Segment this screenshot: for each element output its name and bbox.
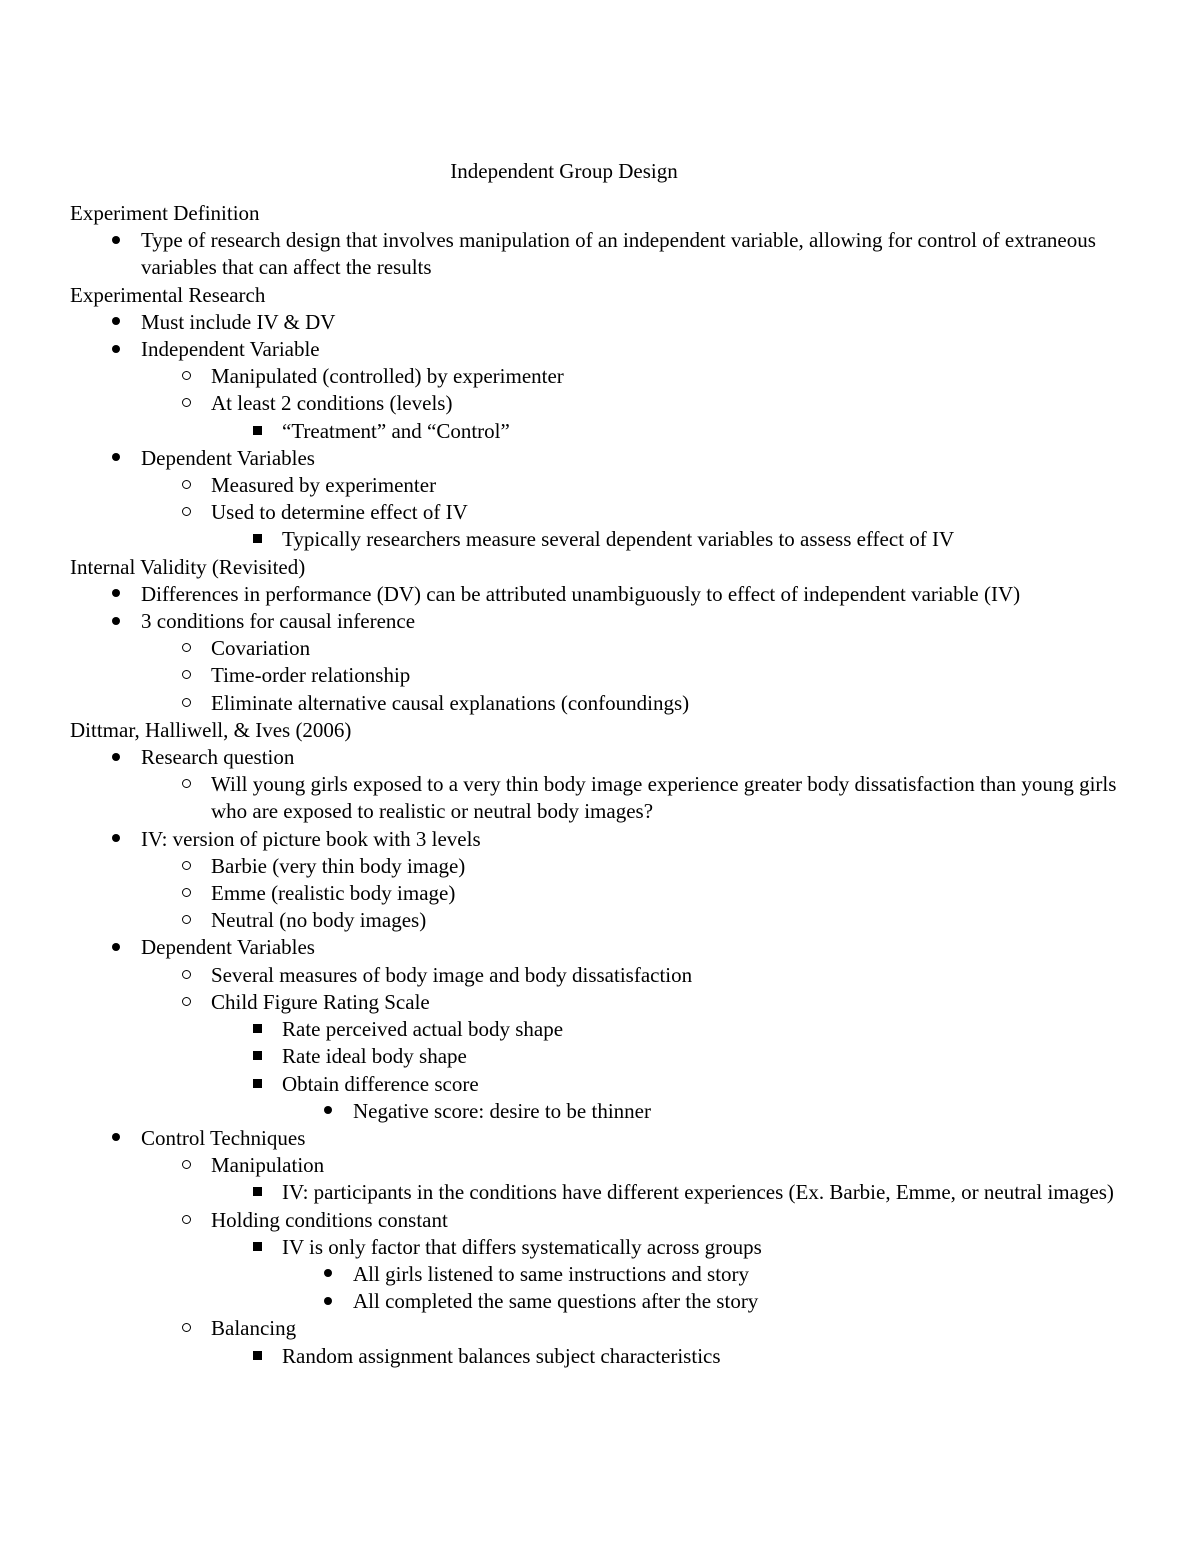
bullet-circle-icon: [176, 771, 196, 798]
list-item-text: Covariation: [211, 636, 311, 661]
list-item: [70, 635, 1140, 662]
list-item-text: Barbie (very thin body image): [211, 853, 466, 878]
list-item: [70, 690, 1140, 717]
list-item-text: Control Techniques: [141, 1125, 306, 1150]
bullet-circle-icon: [176, 1315, 196, 1342]
list-item-text: Typically researchers measure several dependent variables to assess effect of IV: [282, 527, 955, 552]
bullet-circle-icon: [176, 907, 196, 934]
list-item-text: IV is only factor that differs systematically across groups: [282, 1234, 762, 1259]
list-item: [70, 880, 1140, 907]
list-item: [70, 771, 1140, 825]
bullet-dot-icon: [106, 336, 126, 363]
bullet-square-icon: [247, 418, 267, 445]
list-item-text: Child Figure Rating Scale: [211, 989, 430, 1014]
bullet-dot-icon: [106, 309, 126, 336]
list-item-text: Will young girls exposed to a very thin body image experience greater body dissatisfaction than young girls who are exposed to realistic or neutral body images?: [211, 772, 1117, 824]
list-item-text: Rate ideal body shape: [282, 1044, 467, 1069]
bullet-square-icon: [247, 1234, 267, 1261]
bullet-circle-icon: [176, 363, 196, 390]
list-item: [70, 934, 1140, 961]
bullet-square-icon: [247, 1343, 267, 1370]
bullet-dot-icon: [318, 1261, 338, 1288]
bullet-circle-icon: [176, 472, 196, 499]
document-title: Independent Group Design: [450, 159, 678, 183]
list-item-text: Research question: [141, 745, 295, 770]
bullet-dot-icon: [106, 934, 126, 961]
list-item-text: Independent Variable: [141, 337, 320, 362]
list-item-text: 3 conditions for causal inference: [141, 609, 416, 634]
bullet-circle-icon: [176, 499, 196, 526]
list-item: [70, 227, 1140, 281]
section-heading: Experiment Definition: [70, 201, 260, 225]
list-item-text: Measured by experimenter: [211, 473, 437, 498]
list-item: [70, 962, 1140, 989]
section-heading: Dittmar, Halliwell, & Ives (2006): [70, 717, 352, 742]
bullet-dot-icon: [106, 608, 126, 635]
list-item: [70, 1315, 1140, 1342]
bullet-circle-icon: [176, 989, 196, 1016]
list-item-text: Holding conditions constant: [211, 1207, 448, 1232]
list-item: [70, 744, 1140, 771]
list-item: [70, 1288, 1140, 1315]
list-item: [70, 1207, 1140, 1234]
bullet-circle-icon: [176, 662, 196, 689]
bullet-square-icon: [247, 1043, 267, 1070]
list-item-text: Neutral (no body images): [211, 908, 427, 933]
list-item-text: Manipulated (controlled) by experimenter: [211, 364, 564, 389]
list-item-text: Dependent Variables: [141, 935, 315, 960]
bullet-dot-icon: [318, 1288, 338, 1315]
list-item: [70, 1016, 1140, 1043]
bullet-circle-icon: [176, 880, 196, 907]
document-body: [70, 200, 1140, 1370]
list-item-text: Dependent Variables: [141, 445, 315, 470]
list-item: [70, 608, 1140, 635]
bullet-square-icon: [247, 1071, 267, 1098]
list-item: [70, 1125, 1140, 1152]
list-item: [70, 853, 1140, 880]
list-item-text: Manipulation: [211, 1153, 325, 1178]
list-item-text: Type of research design that involves manipulation of an independent variable, allowing for control of extraneous variables that can affect the results: [141, 228, 1096, 280]
bullet-dot-icon: [106, 227, 126, 254]
list-item-text: Balancing: [211, 1316, 297, 1341]
section-heading: Internal Validity (Revisited): [70, 554, 306, 579]
list-item: [70, 907, 1140, 934]
bullet-square-icon: [247, 1179, 267, 1206]
bullet-circle-icon: [176, 1207, 196, 1234]
bullet-square-icon: [247, 526, 267, 553]
list-item: [70, 1043, 1140, 1070]
list-item-text: Obtain difference score: [282, 1071, 479, 1096]
list-item-text: All girls listened to same instructions and story: [353, 1261, 750, 1286]
list-item-text: At least 2 conditions (levels): [211, 391, 453, 416]
list-item: [70, 390, 1140, 417]
list-item: [70, 1343, 1140, 1370]
bullet-dot-icon: [318, 1098, 338, 1125]
bullet-circle-icon: [176, 390, 196, 417]
list-item: [70, 826, 1140, 853]
bullet-dot-icon: [106, 826, 126, 853]
list-item: [70, 499, 1140, 526]
bullet-circle-icon: [176, 690, 196, 717]
bullet-circle-icon: [176, 635, 196, 662]
bullet-dot-icon: [106, 1125, 126, 1152]
list-item-text: Differences in performance (DV) can be attributed unambiguously to effect of independent variable (IV): [141, 581, 1021, 606]
list-item-text: IV: version of picture book with 3 levels: [141, 826, 481, 851]
bullet-dot-icon: [106, 581, 126, 608]
list-item: [70, 336, 1140, 363]
bullet-circle-icon: [176, 853, 196, 880]
bullet-circle-icon: [176, 1152, 196, 1179]
list-item: [70, 1261, 1140, 1288]
list-item: [70, 1098, 1140, 1125]
bullet-circle-icon: [176, 962, 196, 989]
bullet-square-icon: [247, 1016, 267, 1043]
list-item-text: “Treatment” and “Control”: [282, 418, 510, 443]
list-item: [70, 1179, 1140, 1206]
list-item-text: Several measures of body image and body dissatisfaction: [211, 962, 693, 987]
list-item-text: Eliminate alternative causal explanations (confoundings): [211, 690, 690, 715]
list-item: [70, 989, 1140, 1016]
list-item: [70, 662, 1140, 689]
list-item: [70, 526, 1140, 553]
list-item: [70, 418, 1140, 445]
bullet-dot-icon: [106, 744, 126, 771]
list-item-text: Must include IV & DV: [141, 309, 336, 334]
list-item-text: Random assignment balances subject characteristics: [282, 1343, 721, 1368]
list-item: [70, 309, 1140, 336]
list-item: [70, 1071, 1140, 1098]
list-item: [70, 472, 1140, 499]
list-item-text: Time-order relationship: [211, 663, 411, 688]
bullet-dot-icon: [106, 445, 126, 472]
list-item-text: All completed the same questions after the story: [353, 1289, 759, 1314]
list-item-text: Rate perceived actual body shape: [282, 1017, 564, 1042]
list-item: [70, 445, 1140, 472]
list-item-text: Emme (realistic body image): [211, 881, 456, 906]
section-heading: Experimental Research: [70, 282, 266, 307]
list-item-text: Negative score: desire to be thinner: [353, 1098, 651, 1123]
list-item: [70, 1234, 1140, 1261]
list-item-text: Used to determine effect of IV: [211, 500, 468, 525]
list-item: [70, 363, 1140, 390]
list-item: [70, 581, 1140, 608]
list-item: [70, 1152, 1140, 1179]
list-item-text: IV: participants in the conditions have different experiences (Ex. Barbie, Emme, or neutral images): [282, 1180, 1114, 1205]
